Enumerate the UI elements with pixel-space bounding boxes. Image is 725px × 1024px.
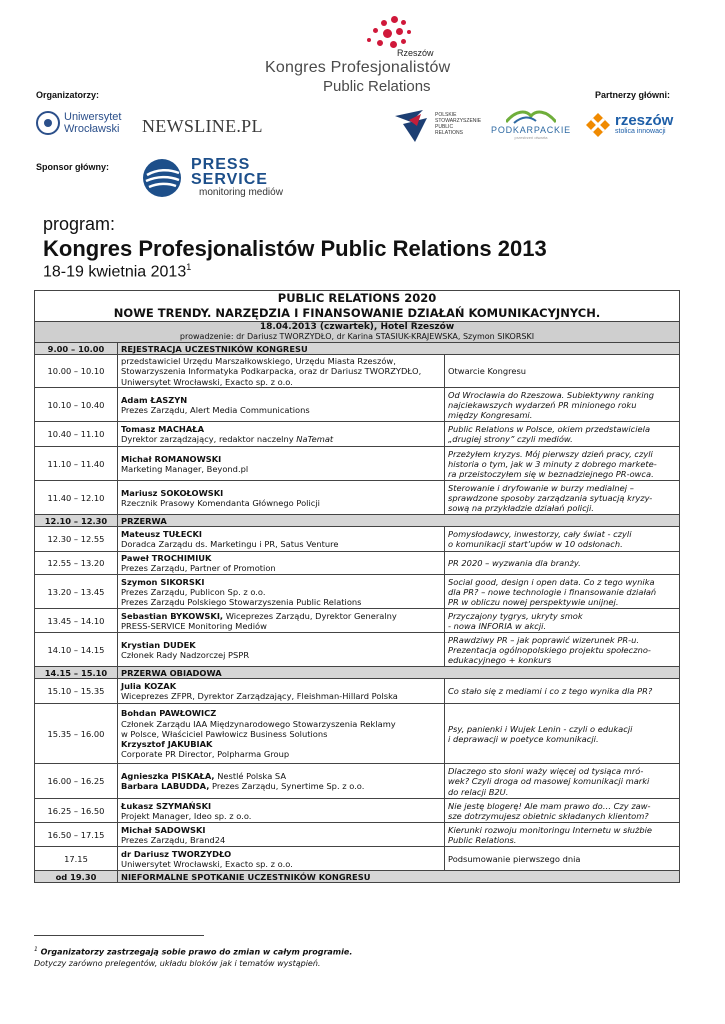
table-row: 16.25 – 16.50 Łukasz SZYMAŃSKI Projekt Manager, Ideo sp. z o.o. Nie jestę blogerę! Ale mam prawo do… Czy zaw- sze dotrzymujesz obietnic składanych klientom? bbox=[35, 799, 680, 823]
uwr-logo: Uniwersytet Wrocławski bbox=[36, 111, 126, 139]
program-label: program: bbox=[43, 214, 116, 234]
rzeszow-star-icon bbox=[585, 112, 611, 138]
table-row: 11.10 – 11.40 Michał ROMANOWSKI Marketing Manager, Beyond.pl Przeżyłem kryzys. Mój pierwszy dzień pracy, czyli historia o tym, jak w 3 minuty z dobrego markete- ra przeistoczyłem się w beznadziejnego PR-owca. bbox=[35, 447, 680, 481]
congress-brand-logo bbox=[265, 12, 465, 95]
table-row: 10.40 – 11.10 Tomasz MACHAŁA Dyrektor zarządzający, redaktor naczelny NaTemat Public Relations w Polsce, okiem przedstawiciela „drugiej strony” czyli mediów. bbox=[35, 422, 680, 447]
press-service-globe-icon bbox=[143, 159, 181, 197]
pspr-logo: POLSKIE STOWARZYSZENIE PUBLIC RELATIONS bbox=[393, 108, 473, 144]
uwr-crest-icon bbox=[36, 111, 60, 135]
brand-line2: Public Relations bbox=[323, 78, 431, 95]
table-row: 9.00 – 10.00 REJESTRACJA UCZESTNIKÓW KONGRESU bbox=[35, 343, 680, 355]
table-row: 13.20 – 13.45 Szymon SIKORSKI Prezes Zarządu, Publicon Sp. z o.o. Prezes Zarządu Polskiego Stowarzyszenia Public Relations Social good, design i open data. Co z tego wynika dla PR? – nowe technologie i finansowanie działań PR w obliczu nowej perspektywie unijnej. bbox=[35, 575, 680, 609]
table-row: 13.45 – 14.10 Sebastian BYKOWSKI, Wiceprezes Zarządu, Dyrektor Generalny PRESS-SERVICE Monitoring Mediów Przyczajony tygrys, ukryty smok - nowa INFORIA w akcji. bbox=[35, 609, 680, 633]
event-dates: 18-19 kwietnia 2013$^1$ bbox=[43, 262, 192, 281]
table-row: od 19.30 NIEFORMALNE SPOTKANIE UCZESTNIKÓW KONGRESU bbox=[35, 871, 680, 883]
table-row: 10.00 – 10.10 przedstawiciel Urzędu Marszałkowskiego, Urzędu Miasta Rzeszów, Stowarzyszenia Informatyka Podkarpacka, oraz dr Dariusz TWORZYDŁO, Uniwersytet Wrocławski, Exacto sp. z o.o. Otwarcie Kongresu bbox=[35, 355, 680, 388]
program-table bbox=[34, 290, 680, 883]
table-row: 12.10 – 12.30 PRZERWA bbox=[35, 515, 680, 527]
podkarpackie-wave-icon bbox=[506, 108, 556, 124]
table-row: 16.00 – 16.25 Agnieszka PISKAŁA, Nestlé Polska SA Barbara LABUDDA, Prezes Zarządu, Synertime Sp. z o.o. Dlaczego sto słoni waży więcej od tysiąca mró- wek? Czyli droga od masowej komunikacji marki do relacji B2U. bbox=[35, 764, 680, 799]
table-row: 14.10 – 14.15 Krystian DUDEK Członek Rady Nadzorczej PSPR PRawdziwy PR – jak poprawić wizerunek PR-u. Prezentacja ogólnopolskiego projektu społeczno- edukacyjnego + konkurs bbox=[35, 633, 680, 667]
table-row: 12.30 – 12.55 Mateusz TUŁECKI Doradca Zarządu ds. Marketingu i PR, Satus Venture Pomysłodawcy, inwestorzy, cały świat - czyli o komunikacji start’upów w 10 odsłonach. bbox=[35, 527, 680, 552]
table-row: 15.35 – 16.00 Bohdan PAWŁOWICZ Członek Zarządu IAA Międzynarodowego Stowarzyszenia Reklamy w Polsce, Właściciel Pawłowicz Business Solutions Krzysztof JAKUBIAK Corporate PR Director, Polpharma Group Psy, panienki i Wujek Lenin - czyli o edukacji i deprawacji w poetyce komunikacji. bbox=[35, 704, 680, 764]
press-service-logo: PRESS SERVICE monitoring mediów bbox=[143, 157, 293, 201]
table-title: PUBLIC RELATIONS 2020 NOWE TRENDY. NARZĘDZIA I FINANSOWANIE DZIAŁAŃ KOMUNIKACYJNYCH. bbox=[35, 291, 680, 322]
table-row: 11.40 – 12.10 Mariusz SOKOŁOWSKI Rzecznik Prasowy Komendanta Głównego Policji Sterowanie i dryfowanie w burzy medialnej – sprawdzone sposoby zarządzania sytuacją kryzy- sową na przykładzie działań policji. bbox=[35, 481, 680, 515]
table-row: 10.10 – 10.40 Adam ŁASZYN Prezes Zarządu, Alert Media Communications Od Wrocławia do Rzeszowa. Subiektywny ranking najciekawszych wydarzeń PR minionego roku między Kongresami. bbox=[35, 388, 680, 422]
table-row: 17.15 dr Dariusz TWORZYDŁO Uniwersytet Wrocławski, Exacto sp. z o.o. Podsumowanie pierwszego dnia bbox=[35, 847, 680, 871]
footnote-divider bbox=[34, 935, 204, 936]
table-row: 14.15 – 15.10 PRZERWA OBIADOWA bbox=[35, 667, 680, 679]
table-row: 12.55 – 13.20 Paweł TROCHIMIUK Prezes Zarządu, Partner of Promotion PR 2020 – wyzwania dla branży. bbox=[35, 552, 680, 575]
footnote: $^1$ Organizatorzy zastrzegają sobie prawo do zmian w całym programie. Dotyczy zarówno prelegentów, układu bloków jak i tematów wystąpień. bbox=[34, 946, 353, 968]
day-header: 18.04.2013 (czwartek), Hotel Rzeszów prowadzenie: dr Dariusz TWORZYDŁO, dr Karina STASIUK-KRAJEWSKA, Szymon SIKORSKI bbox=[35, 322, 680, 343]
brand-dots-icon bbox=[363, 14, 423, 50]
main-title: Kongres Profesjonalistów Public Relations 2013 bbox=[43, 236, 547, 261]
sponsor-label: Sponsor główny: bbox=[36, 162, 109, 172]
brand-line1: Kongres Profesjonalistów bbox=[265, 59, 451, 76]
partners-label: Partnerzy główni: bbox=[595, 90, 671, 100]
rzeszow-logo: rzeszów stolica innowacji bbox=[585, 112, 685, 140]
podkarpackie-logo: PODKARPACKIE przestrzeń otwarta bbox=[488, 108, 574, 148]
newsline-logo: NEWSLINE.PL bbox=[142, 116, 263, 136]
table-row: 16.50 – 17.15 Michał SADOWSKI Prezes Zarządu, Brand24 Kierunki rozwoju monitoringu Internetu w służbie Public Relations. bbox=[35, 823, 680, 847]
title-block bbox=[43, 214, 547, 281]
organizers-label: Organizatorzy: bbox=[36, 90, 100, 100]
table-row: 15.10 – 15.35 Julia KOZAK Wiceprezes ZFPR, Dyrektor Zarządzający, Fleishman-Hillard Polska Co stało się z mediami i co z tego wynika dla PR? bbox=[35, 679, 680, 704]
brand-city: Rzeszów bbox=[397, 48, 434, 58]
pspr-emblem-icon bbox=[393, 108, 433, 144]
